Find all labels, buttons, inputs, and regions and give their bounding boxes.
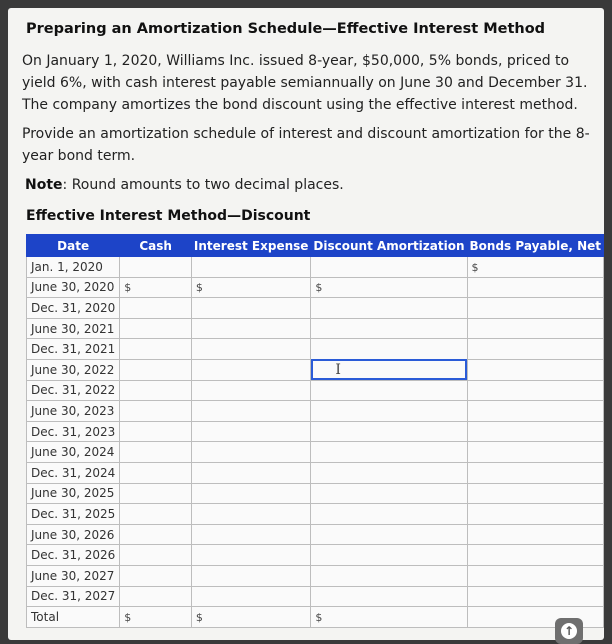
currency-symbol: $ bbox=[124, 610, 132, 624]
schedule-row bbox=[27, 318, 604, 339]
bonds-payable-net-input[interactable] bbox=[467, 483, 603, 504]
bonds-payable-net-input[interactable] bbox=[467, 545, 603, 566]
schedule-row bbox=[27, 380, 604, 401]
interest-expense-input[interactable] bbox=[191, 462, 311, 483]
discount-amortization-input[interactable] bbox=[311, 401, 467, 422]
cash-input[interactable] bbox=[120, 607, 192, 628]
interest-expense-input[interactable] bbox=[191, 421, 311, 442]
discount-amortization-input[interactable] bbox=[311, 442, 467, 463]
date-cell: Dec. 31, 2022 bbox=[27, 380, 120, 401]
interest-expense-input[interactable] bbox=[191, 607, 311, 628]
header-cash: Cash bbox=[120, 235, 192, 257]
date-cell: Total bbox=[27, 607, 120, 628]
currency-symbol: $ bbox=[195, 281, 203, 295]
problem-title: Preparing an Amortization Schedule—Effective Interest Method bbox=[26, 21, 546, 37]
bonds-payable-net-input[interactable] bbox=[467, 586, 603, 607]
text-cursor-icon: I bbox=[335, 361, 341, 378]
interest-expense-input[interactable] bbox=[191, 545, 311, 566]
cash-input[interactable] bbox=[120, 298, 192, 319]
interest-expense-input[interactable] bbox=[191, 504, 311, 525]
schedule-row bbox=[27, 421, 604, 442]
schedule-row bbox=[27, 565, 604, 586]
date-cell: Dec. 31, 2021 bbox=[27, 339, 120, 360]
date-cell: Dec. 31, 2027 bbox=[27, 586, 120, 607]
schedule-row bbox=[27, 442, 604, 463]
table-header-row bbox=[27, 235, 604, 257]
discount-amortization-input[interactable] bbox=[311, 586, 467, 607]
cash-input[interactable] bbox=[120, 483, 192, 504]
bonds-payable-net-input[interactable] bbox=[467, 380, 603, 401]
bonds-payable-net-input[interactable] bbox=[467, 524, 603, 545]
interest-expense-input[interactable] bbox=[191, 565, 311, 586]
date-cell: June 30, 2024 bbox=[27, 442, 120, 463]
currency-symbol: $ bbox=[315, 610, 323, 624]
cash-input[interactable] bbox=[120, 318, 192, 339]
schedule-row bbox=[27, 504, 604, 525]
discount-amortization-input[interactable] bbox=[311, 380, 467, 401]
discount-amortization-input[interactable] bbox=[311, 257, 467, 278]
cash-input[interactable] bbox=[120, 257, 192, 278]
discount-amortization-input[interactable] bbox=[311, 565, 467, 586]
interest-expense-input[interactable] bbox=[191, 483, 311, 504]
discount-amortization-input[interactable] bbox=[311, 462, 467, 483]
schedule-row bbox=[27, 401, 604, 422]
cash-input[interactable] bbox=[120, 339, 192, 360]
interest-expense-input[interactable] bbox=[191, 318, 311, 339]
bonds-payable-net-input[interactable] bbox=[467, 442, 603, 463]
interest-expense-input[interactable] bbox=[191, 339, 311, 360]
bonds-payable-net-input[interactable] bbox=[467, 462, 603, 483]
cash-input[interactable] bbox=[120, 462, 192, 483]
date-cell: June 30, 2027 bbox=[27, 565, 120, 586]
date-cell: Dec. 31, 2026 bbox=[27, 545, 120, 566]
bonds-payable-net-input[interactable] bbox=[467, 298, 603, 319]
problem-instructions: Provide an amortization schedule of interest and discount amortization for the 8-year bond term. bbox=[22, 126, 590, 164]
discount-amortization-input[interactable] bbox=[311, 483, 467, 504]
interest-expense-input[interactable] bbox=[191, 442, 311, 463]
header-bonds-payable-net: Bonds Payable, Net bbox=[467, 235, 603, 257]
interest-expense-input[interactable] bbox=[191, 359, 311, 380]
header-discount-amortization: Discount Amortization bbox=[311, 235, 467, 257]
schedule-row bbox=[27, 277, 604, 298]
interest-expense-input[interactable] bbox=[191, 586, 311, 607]
cash-input[interactable] bbox=[120, 359, 192, 380]
currency-symbol: $ bbox=[124, 281, 132, 295]
discount-amortization-input[interactable] bbox=[311, 298, 467, 319]
scroll-to-top-button[interactable] bbox=[555, 618, 583, 644]
discount-amortization-input[interactable] bbox=[311, 545, 467, 566]
currency-symbol: $ bbox=[315, 281, 323, 295]
bonds-payable-net-input[interactable] bbox=[467, 359, 603, 380]
bonds-payable-net-input[interactable] bbox=[467, 401, 603, 422]
amortization-table bbox=[26, 234, 604, 628]
date-cell: Jan. 1, 2020 bbox=[27, 257, 120, 278]
problem-page bbox=[8, 8, 604, 640]
interest-expense-input[interactable] bbox=[191, 277, 311, 298]
discount-amortization-input[interactable] bbox=[311, 421, 467, 442]
date-cell: June 30, 2023 bbox=[27, 401, 120, 422]
header-interest-expense: Interest Expense bbox=[191, 235, 311, 257]
total-row bbox=[27, 607, 604, 628]
currency-symbol: $ bbox=[471, 260, 479, 274]
date-cell: Dec. 31, 2020 bbox=[27, 298, 120, 319]
date-cell: June 30, 2026 bbox=[27, 524, 120, 545]
interest-expense-input[interactable] bbox=[191, 298, 311, 319]
cash-input[interactable] bbox=[120, 442, 192, 463]
bonds-payable-net-input[interactable] bbox=[467, 318, 603, 339]
date-cell: Dec. 31, 2023 bbox=[27, 421, 120, 442]
bonds-payable-net-input[interactable] bbox=[467, 339, 603, 360]
date-cell: Dec. 31, 2024 bbox=[27, 462, 120, 483]
bonds-payable-net-input[interactable] bbox=[467, 421, 603, 442]
note-label: Note bbox=[25, 177, 63, 193]
note-text: : Round amounts to two decimal places. bbox=[62, 177, 344, 193]
date-cell: Dec. 31, 2025 bbox=[27, 504, 120, 525]
discount-amortization-input[interactable] bbox=[311, 339, 467, 360]
cash-input[interactable] bbox=[120, 421, 192, 442]
schedule-row bbox=[27, 524, 604, 545]
discount-amortization-input[interactable] bbox=[311, 318, 467, 339]
date-cell: June 30, 2021 bbox=[27, 318, 120, 339]
interest-expense-input[interactable] bbox=[191, 257, 311, 278]
header-date: Date bbox=[27, 235, 120, 257]
interest-expense-input[interactable] bbox=[191, 380, 311, 401]
discount-amortization-input[interactable] bbox=[311, 277, 467, 298]
rounding-note bbox=[25, 177, 344, 193]
discount-amortization-input[interactable] bbox=[311, 359, 467, 380]
schedule-row bbox=[27, 483, 604, 504]
schedule-row bbox=[27, 462, 604, 483]
schedule-row bbox=[27, 586, 604, 607]
schedule-row bbox=[27, 545, 604, 566]
date-cell: June 30, 2025 bbox=[27, 483, 120, 504]
bonds-payable-net-input[interactable] bbox=[467, 565, 603, 586]
date-cell: June 30, 2022 bbox=[27, 359, 120, 380]
bonds-payable-net-input[interactable] bbox=[467, 277, 603, 298]
schedule-row bbox=[27, 257, 604, 278]
interest-expense-input[interactable] bbox=[191, 401, 311, 422]
cash-input[interactable] bbox=[120, 380, 192, 401]
date-cell: June 30, 2020 bbox=[27, 277, 120, 298]
cash-input[interactable] bbox=[120, 565, 192, 586]
interest-expense-input[interactable] bbox=[191, 524, 311, 545]
discount-amortization-input[interactable] bbox=[311, 607, 467, 628]
arrow-up-icon: ↑ bbox=[561, 623, 577, 639]
cash-input[interactable] bbox=[120, 586, 192, 607]
cash-input[interactable] bbox=[120, 524, 192, 545]
discount-amortization-input[interactable] bbox=[311, 504, 467, 525]
schedule-row bbox=[27, 298, 604, 319]
bonds-payable-net-input[interactable] bbox=[467, 504, 603, 525]
cash-input[interactable] bbox=[120, 277, 192, 298]
problem-description: On January 1, 2020, Williams Inc. issued 8-year, $50,000, 5% bonds, priced to yield 6%, with cash interest payable semiannually on June 30 and December 31. The company amortizes the bond discount using the effective interest method. bbox=[22, 53, 588, 113]
bonds-payable-net-input[interactable] bbox=[467, 607, 603, 628]
cash-input[interactable] bbox=[120, 545, 192, 566]
schedule-row bbox=[27, 359, 604, 380]
table-heading: Effective Interest Method—Discount bbox=[26, 208, 311, 224]
currency-symbol: $ bbox=[195, 610, 203, 624]
cash-input[interactable] bbox=[120, 401, 192, 422]
bonds-payable-net-input[interactable] bbox=[467, 257, 603, 278]
schedule-row bbox=[27, 339, 604, 360]
discount-amortization-input[interactable] bbox=[311, 524, 467, 545]
cash-input[interactable] bbox=[120, 504, 192, 525]
